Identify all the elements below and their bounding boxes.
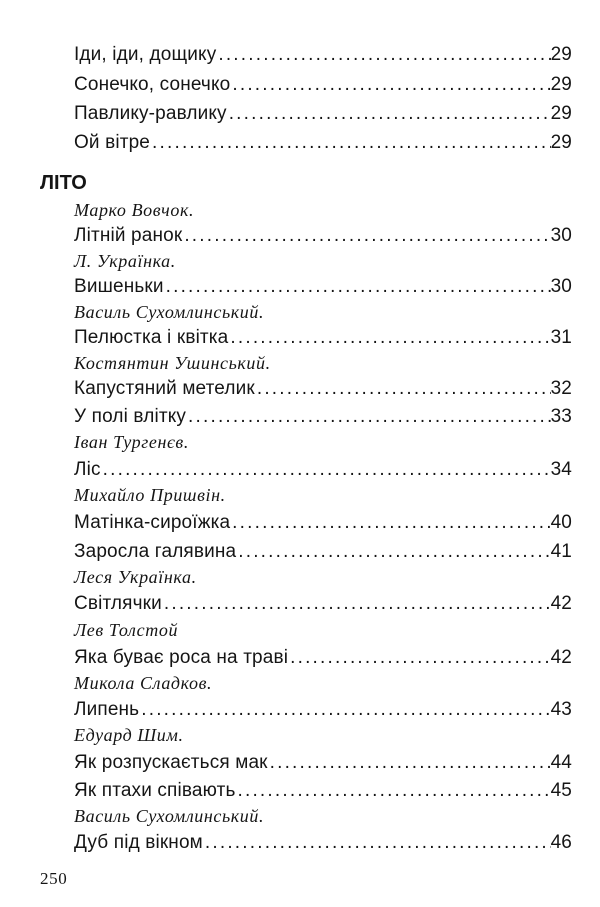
toc-entry-page: 29 xyxy=(550,132,572,153)
toc-entry-title: Заросла галявина xyxy=(74,541,237,562)
toc-entry-page: 42 xyxy=(550,593,572,614)
leader-dots xyxy=(227,101,551,127)
toc-entry-page: 41 xyxy=(550,541,572,562)
leader-dots xyxy=(228,325,550,351)
toc-entry-page: 30 xyxy=(550,276,572,297)
toc-entry-title: Матінка-сироїжка xyxy=(74,512,231,533)
leader-dots xyxy=(236,778,551,804)
author-name: Микола Сладков. xyxy=(74,673,213,693)
leader-dots xyxy=(230,72,550,98)
leader-dots xyxy=(182,223,550,249)
leader-dots xyxy=(288,645,550,671)
leader-dots xyxy=(255,376,551,402)
author-name: Костянтин Ушинський. xyxy=(74,353,271,373)
toc-entry-title: Вишеньки xyxy=(74,276,164,297)
author-name: Михайло Пришвін. xyxy=(74,485,226,505)
toc-entry-title: Як розпускається мак xyxy=(74,752,268,773)
author-name: Леся Українка. xyxy=(74,567,197,587)
toc-entry xyxy=(74,130,572,156)
toc-entry xyxy=(74,778,572,804)
leader-dots xyxy=(139,697,550,723)
toc-entry-title: Капустяний метелик xyxy=(74,378,255,399)
section-heading: ЛІТО xyxy=(40,172,87,194)
toc-entry-title: Липень xyxy=(74,699,140,720)
toc-entry-title: Іди, іди, дощику xyxy=(74,44,217,65)
leader-dots xyxy=(268,750,551,776)
leader-dots xyxy=(236,539,550,565)
toc-entry xyxy=(74,645,572,671)
toc-entry-title: Яка буває роса на траві xyxy=(74,647,289,668)
toc-entry-page: 42 xyxy=(550,647,572,668)
author-name: Василь Сухомлинський. xyxy=(74,302,265,322)
toc-entry xyxy=(74,510,572,536)
leader-dots xyxy=(164,274,551,300)
toc-entry-title: Пелюстка і квітка xyxy=(74,327,229,348)
toc-entry-title: Світлячки xyxy=(74,593,162,614)
author-name: Л. Українка. xyxy=(74,251,176,271)
toc-entry-page: 29 xyxy=(550,74,572,95)
author-name: Лев Толстой xyxy=(74,620,179,640)
toc-entry-title: Літній ранок xyxy=(74,225,183,246)
toc-entry xyxy=(74,42,572,68)
toc-entry xyxy=(74,591,572,617)
toc-entry-page: 30 xyxy=(550,225,572,246)
toc-entry xyxy=(74,325,572,351)
leader-dots xyxy=(203,830,551,856)
toc-entry-page: 29 xyxy=(550,44,572,65)
toc-entry-page: 34 xyxy=(550,459,572,480)
toc-entry xyxy=(74,274,572,300)
leader-dots xyxy=(101,457,551,483)
toc-entry-page: 46 xyxy=(550,832,572,853)
author-name: Іван Тургенєв. xyxy=(74,432,189,452)
toc-entry xyxy=(74,72,572,98)
toc-entry-title: Ліс xyxy=(74,459,101,480)
toc-entry-page: 29 xyxy=(550,103,572,124)
author-name: Василь Сухомлинський. xyxy=(74,806,265,826)
toc-entry-page: 40 xyxy=(550,512,572,533)
leader-dots xyxy=(150,130,551,156)
toc-entry-title: Павлику-равлику xyxy=(74,103,227,124)
leader-dots xyxy=(216,42,550,68)
leader-dots xyxy=(230,510,550,536)
author-name: Едуард Шим. xyxy=(74,725,184,745)
toc-entry-title: Як птахи співають xyxy=(74,780,236,801)
toc-entry-title: Ой вітре xyxy=(74,132,151,153)
toc-entry xyxy=(74,404,572,430)
toc-entry-page: 43 xyxy=(550,699,572,720)
toc-entry xyxy=(74,539,572,565)
toc-entry xyxy=(74,697,572,723)
leader-dots xyxy=(162,591,551,617)
toc-entry xyxy=(74,376,572,402)
toc-entry-page: 33 xyxy=(550,406,572,427)
leader-dots xyxy=(186,404,551,430)
toc-entry-title: Дуб під вікном xyxy=(74,832,203,853)
toc-entry xyxy=(74,830,572,856)
toc-entry-title: Сонечко, сонечко xyxy=(74,74,231,95)
toc-entry xyxy=(74,457,572,483)
toc-entry xyxy=(74,101,572,127)
toc-entry xyxy=(74,223,572,249)
toc-entry-title: У полі влітку xyxy=(74,406,187,427)
toc-entry xyxy=(74,750,572,776)
page-number: 250 xyxy=(40,869,68,888)
author-name: Марко Вовчок. xyxy=(74,200,195,220)
toc-entry-page: 44 xyxy=(550,752,572,773)
toc-entry-page: 45 xyxy=(550,780,572,801)
toc-entry-page: 32 xyxy=(550,378,572,399)
toc-entry-page: 31 xyxy=(550,327,572,348)
